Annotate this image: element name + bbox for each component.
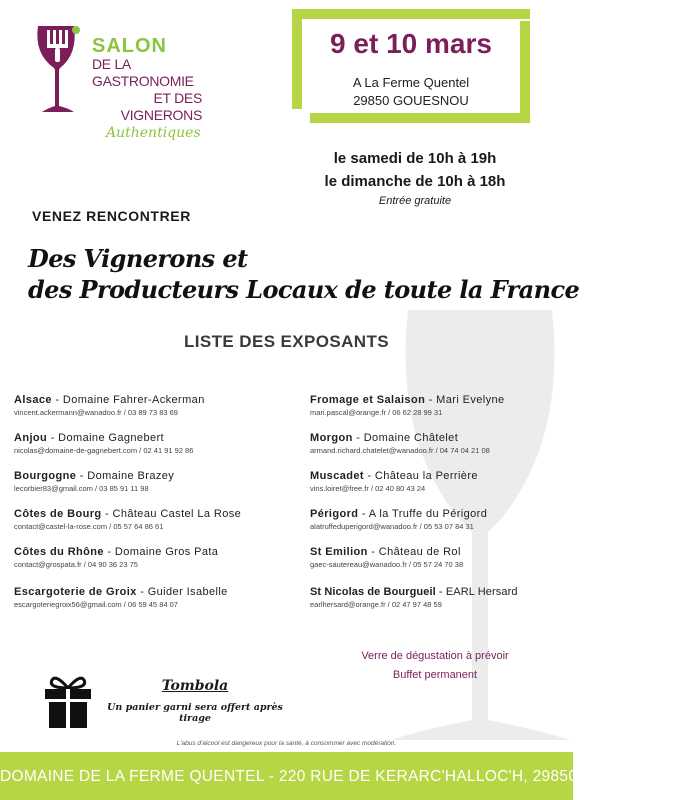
- exhibitor-item: [14, 394, 289, 417]
- exhibitor-region: Muscadet: [310, 470, 364, 482]
- entry-info: Entrée gratuite: [378, 195, 452, 207]
- exhibitor-item: [310, 470, 568, 493]
- exhibitor-region: Alsace: [14, 394, 52, 406]
- exhibitor-name: - Château de Rol: [367, 546, 461, 558]
- exhibitor-contact: vins.loiret@free.fr / 02 40 80 43 24: [310, 484, 426, 493]
- exhibitor-item: [14, 546, 289, 569]
- venue-city: 29850 GOUESNOU: [353, 93, 469, 108]
- exhibitor-contact: escargoteriegroix56@gmail.com / 06 59 45 84 07: [14, 600, 178, 609]
- exhibitor-region: St Emilion: [310, 546, 368, 558]
- exhibitor-contact: earlhersard@orange.fr / 02 47 97 48 59: [310, 600, 442, 609]
- hours-saturday: le samedi de 10h à 19h: [333, 150, 497, 167]
- logo-line-authentiques: Authentiques: [106, 125, 201, 141]
- exhibitor-item: [310, 394, 568, 417]
- exhibitor-region: Morgon: [310, 432, 353, 444]
- exhibitor-item: [310, 546, 568, 569]
- exhibitor-region: Fromage et Salaison: [310, 394, 426, 406]
- exhibitor-item: [310, 586, 568, 609]
- buffet-note: Buffet permanent: [392, 669, 478, 681]
- exhibitor-item: [14, 470, 289, 493]
- exhibitor-contact: contact@grospata.fr / 04 90 36 23 75: [14, 560, 138, 569]
- exhibitor-region: St Nicolas de Bourgueil: [310, 586, 436, 598]
- tombola-prize: Un panier garni sera offert après tirage: [107, 702, 283, 724]
- exhibitor-item: [310, 432, 568, 455]
- exhibitor-contact: vincent.ackermann@wanadoo.fr / 03 89 73 83 69: [14, 408, 178, 417]
- footer-address: DOMAINE DE LA FERME QUENTEL - 220 RUE DE KERARC'HALLOC'H, 29850 GOUESNOU: [0, 768, 675, 785]
- exhibitor-item: [14, 508, 289, 531]
- exhibitor-name: - Domaine Brazey: [76, 470, 175, 482]
- exhibitor-contact: lecorbier83@gmail.com / 03 85 91 11 98: [14, 484, 149, 493]
- exhibitor-contact: nicolas@domaine-de-gagnebert.com / 02 41 91 92 86: [14, 446, 194, 455]
- exhibitor-contact: contact@castel-la-rose.com / 05 57 64 86 61: [14, 522, 164, 531]
- headline-line2: des Producteurs Locaux de toute la France: [28, 275, 580, 304]
- exhibitor-name: - Château la Perrière: [363, 470, 478, 482]
- exhibitor-name: - EARL Hersard: [435, 586, 518, 598]
- exhibitor-region: Périgord: [310, 508, 359, 520]
- venez-rencontrer: VENEZ RENCONTRER: [32, 208, 191, 224]
- hours-sunday: le dimanche de 10h à 18h: [324, 173, 506, 190]
- exhibitor-name: - Guider Isabelle: [136, 586, 228, 598]
- exhibitor-region: Bourgogne: [14, 470, 77, 482]
- exhibitor-contact: gaec-sautereau@wanadoo.fr / 05 57 24 70 38: [310, 560, 464, 569]
- exhibitor-name: - Domaine Gros Pata: [103, 546, 219, 558]
- headline-line1: Des Vignerons et: [28, 244, 248, 273]
- exhibitor-item: [14, 432, 289, 455]
- exhibitor-contact: alatruffeduperigord@wanadoo.fr / 05 53 07 84 31: [310, 522, 474, 531]
- exhibitor-contact: armand.richard.chatelet@wanadoo.fr / 04 74 04 21 08: [310, 446, 490, 455]
- logo-line-vignerons: ET DES VIGNERONS: [120, 90, 202, 123]
- logo-line-gastronomie: DE LA GASTRONOMIE: [92, 56, 194, 89]
- exhibitor-name: - Domaine Fahrer-Ackerman: [51, 394, 205, 406]
- list-title: LISTE DES EXPOSANTS: [183, 332, 390, 351]
- tasting-glass-note: Verre de dégustation à prévoir: [361, 650, 509, 662]
- exhibitor-name: - Domaine Gagnebert: [47, 432, 165, 444]
- alcohol-warning: L'abus d'alcool est dangereux pour la santé, à consommer avec modération.: [176, 740, 397, 747]
- exhibitor-item: [310, 508, 568, 531]
- exhibitor-name: - Mari Evelyne: [425, 394, 505, 406]
- event-date: 9 et 10 mars: [330, 28, 492, 59]
- exhibitor-region: Escargoterie de Groix: [14, 586, 137, 598]
- exhibitor-region: Côtes de Bourg: [14, 508, 102, 520]
- exhibitor-contact: mari.pascal@orange.fr / 06 62 28 99 31: [310, 408, 443, 417]
- exhibitor-name: - Domaine Châtelet: [352, 432, 459, 444]
- logo-text: [92, 36, 232, 142]
- tombola-title: Tombola: [161, 678, 229, 694]
- gift-icon: [42, 674, 94, 730]
- exhibitor-region: Côtes du Rhône: [14, 546, 104, 558]
- logo-line-salon: SALON: [92, 35, 167, 57]
- venue-name: A La Ferme Quentel: [352, 75, 470, 90]
- wine-glass-fork-icon: [34, 20, 82, 120]
- exhibitor-name: - Château Castel La Rose: [101, 508, 242, 520]
- exhibitor-region: Anjou: [14, 432, 48, 444]
- exhibitor-item: [14, 586, 289, 609]
- exhibitor-name: - A la Truffe du Périgord: [358, 508, 488, 520]
